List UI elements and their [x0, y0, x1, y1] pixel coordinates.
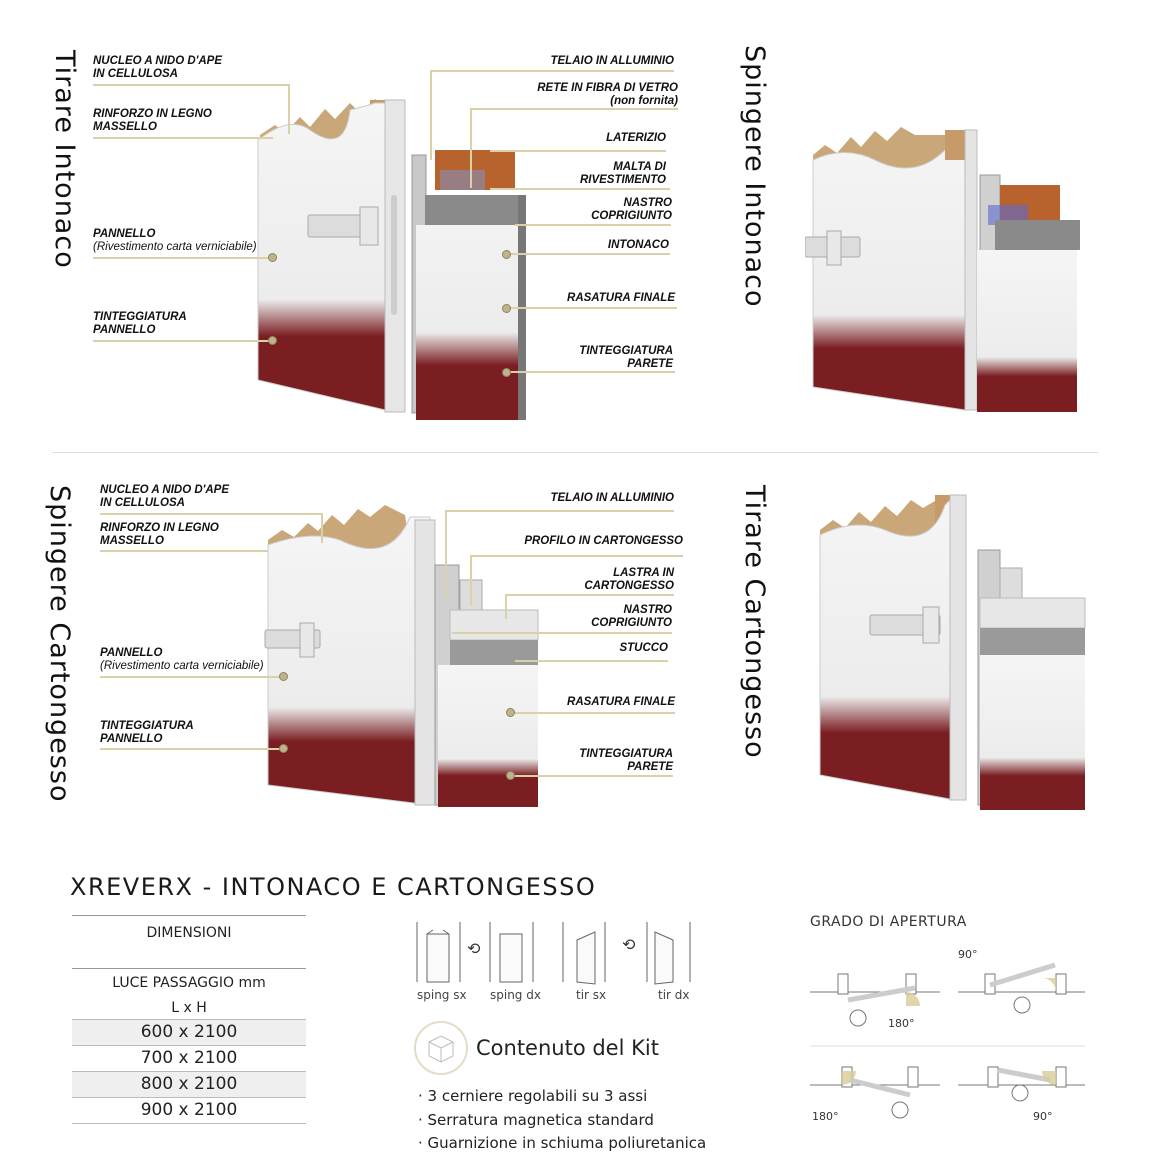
leader-line — [505, 253, 670, 255]
dimensions-header: DIMENSIONI — [146, 925, 232, 941]
product-title: XREVERX - INTONACO E CARTONGESSO — [70, 873, 597, 901]
leader-line — [515, 224, 671, 226]
label-stucco: STUCCO — [619, 642, 668, 654]
svg-text:⟲: ⟲ — [467, 939, 481, 958]
leader-line — [430, 70, 674, 72]
label-nucleo-nido-ape: NUCLEO A NIDO D'APE IN CELLULOSA — [100, 484, 230, 509]
section-title-spingere-intonaco: Spingere Intonaco — [739, 45, 770, 308]
kit-item: · Serratura magnetica standard — [418, 1111, 654, 1129]
leader-line — [510, 712, 675, 714]
door-illustration-tirare-cartongesso — [815, 490, 1095, 820]
leader-line — [470, 555, 472, 605]
leader-line — [93, 137, 273, 139]
label-pannello: PANNELLO (Rivestimento carta verniciabile) — [93, 228, 257, 253]
leader-line — [470, 555, 683, 557]
degree-label: 180° — [888, 1017, 915, 1030]
svg-text:⟲: ⟲ — [622, 935, 636, 954]
degree-label: 90° — [1033, 1110, 1053, 1123]
label-nucleo-nido-ape: NUCLEO A NIDO D'APE IN CELLULOSA — [93, 55, 223, 80]
leader-line — [288, 84, 290, 134]
section-title-tirare-intonaco: Tirare Intonaco — [49, 50, 80, 269]
marker-dot — [502, 368, 511, 377]
opening-degree-diagrams — [810, 960, 1090, 1130]
marker-dot — [502, 250, 511, 259]
leader-line — [515, 660, 668, 662]
leader-line — [100, 550, 268, 552]
dimension-row: 700 x 2100 — [72, 1046, 306, 1072]
leader-line — [510, 775, 673, 777]
marker-dot — [279, 744, 288, 753]
degree-label: 180° — [812, 1110, 839, 1123]
label-rinforzo-legno: RINFORZO IN LEGNO MASSELLO — [100, 522, 219, 547]
leader-line — [490, 150, 666, 152]
label-intonaco: INTONACO — [607, 239, 669, 251]
label-rasatura-finale: RASATURA FINALE — [567, 292, 675, 304]
leader-line — [505, 307, 677, 309]
leader-line — [470, 108, 678, 110]
kit-title: Contenuto del Kit — [476, 1036, 659, 1060]
leader-line — [445, 510, 674, 512]
marker-dot — [279, 672, 288, 681]
label-telaio-alluminio: TELAIO IN ALLUMINIO — [550, 492, 674, 504]
label-tinteggiatura-pannello: TINTEGGIATURA PANNELLO — [100, 720, 194, 745]
opening-label: sping sx — [417, 988, 467, 1002]
opening-type-icons — [405, 912, 695, 987]
dimensions-table — [72, 915, 306, 1124]
label-profilo-cartongesso: PROFILO IN CARTONGESSO — [524, 535, 683, 547]
door-illustration-spingere-intonaco — [805, 125, 1095, 415]
leader-line — [430, 70, 432, 160]
marker-dot — [268, 253, 277, 262]
label-rete-fibra-vetro: RETE IN FIBRA DI VETRO (non fornita) — [537, 82, 678, 107]
degree-label: 90° — [958, 948, 978, 961]
leader-line — [505, 594, 674, 596]
leader-line — [445, 510, 447, 600]
leader-line — [505, 594, 507, 619]
leader-line — [490, 188, 670, 190]
leader-line — [100, 676, 284, 678]
leader-line — [93, 84, 289, 86]
dimension-row: 600 x 2100 — [72, 1020, 306, 1046]
dimension-row: 900 x 2100 — [72, 1098, 306, 1124]
label-tinteggiatura-parete: TINTEGGIATURA PARETE — [579, 345, 673, 370]
label-malta-rivestimento: MALTA DI RIVESTIMENTO — [579, 161, 666, 186]
kit-item: · 3 cerniere regolabili su 3 assi — [418, 1087, 648, 1105]
opening-label: tir dx — [658, 988, 690, 1002]
opening-label: sping dx — [490, 988, 541, 1002]
box-icon — [413, 1020, 469, 1076]
leader-line — [100, 513, 322, 515]
leader-line — [470, 108, 472, 188]
section-title-spingere-cartongesso: Spingere Cartongesso — [44, 485, 75, 803]
leader-line — [321, 513, 323, 543]
label-nastro-coprigiunto: NASTRO COPRIGIUNTO — [591, 197, 672, 222]
opening-degree-title: GRADO DI APERTURA — [810, 914, 967, 930]
dimensions-subheader: LUCE PASSAGGIO mm — [112, 975, 266, 991]
marker-dot — [506, 708, 515, 717]
label-nastro-coprigiunto: NASTRO COPRIGIUNTO — [591, 604, 672, 629]
dimensions-lxh: L x H — [171, 1000, 207, 1016]
label-laterizio: LATERIZIO — [606, 132, 666, 144]
label-rinforzo-legno: RINFORZO IN LEGNO MASSELLO — [93, 108, 212, 133]
leader-line — [505, 371, 675, 373]
label-tinteggiatura-parete: TINTEGGIATURA PARETE — [579, 748, 673, 773]
kit-item: · Guarnizione in schiuma poliuretanica — [418, 1134, 707, 1152]
marker-dot — [268, 336, 277, 345]
dimension-row: 800 x 2100 — [72, 1072, 306, 1098]
section-divider — [52, 452, 1098, 453]
marker-dot — [502, 304, 511, 313]
leader-line — [93, 257, 273, 259]
opening-label: tir sx — [576, 988, 607, 1002]
marker-dot — [506, 771, 515, 780]
label-lastra-cartongesso: LASTRA IN CARTONGESSO — [584, 567, 674, 592]
label-telaio-alluminio: TELAIO IN ALLUMINIO — [550, 55, 674, 67]
label-pannello: PANNELLO (Rivestimento carta verniciabile) — [100, 647, 264, 672]
leader-line — [452, 632, 672, 634]
section-title-tirare-cartongesso: Tirare Cartongesso — [739, 485, 770, 759]
door-illustration-tirare-intonaco — [250, 95, 540, 425]
label-rasatura-finale: RASATURA FINALE — [567, 696, 675, 708]
leader-line — [93, 340, 273, 342]
leader-line — [100, 748, 284, 750]
label-tinteggiatura-pannello: TINTEGGIATURA PANNELLO — [93, 311, 187, 336]
